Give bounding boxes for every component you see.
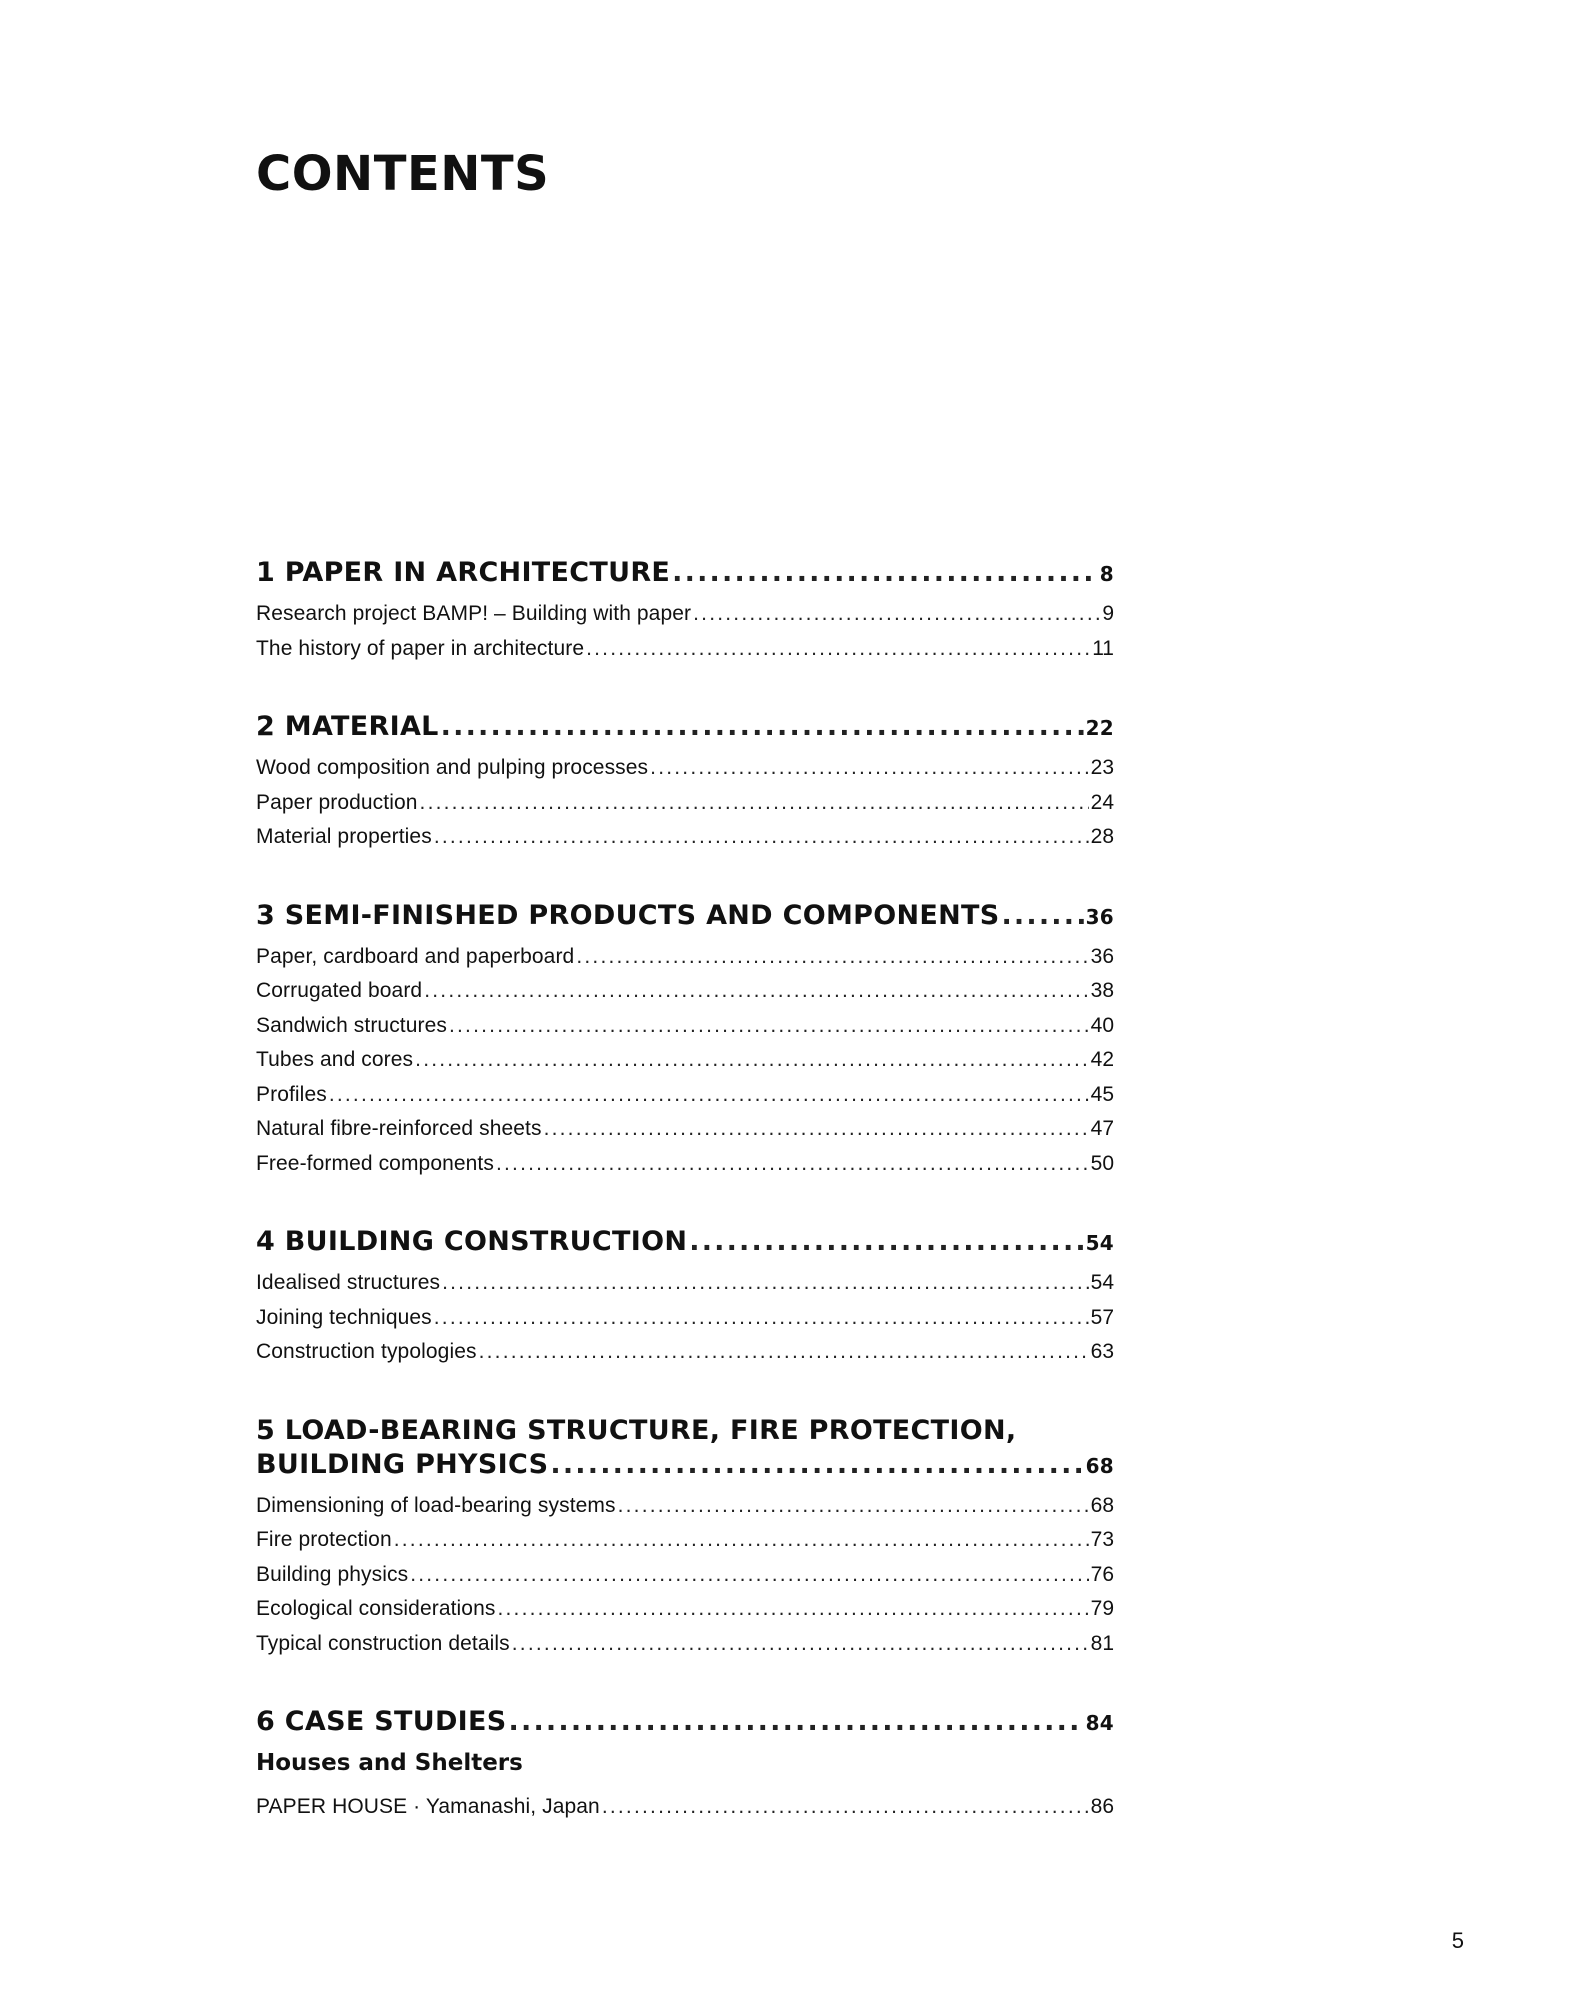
entry-page-number: 50: [1090, 1151, 1114, 1175]
toc-entry[interactable]: [256, 1335, 1114, 1370]
chapter-page-number: 68: [1085, 1453, 1114, 1478]
toc-entry[interactable]: [256, 1489, 1114, 1524]
entry-title: Paper, cardboard and paperboard: [256, 944, 575, 968]
dot-leader: [442, 1266, 1089, 1301]
dot-leader: [672, 556, 1098, 590]
chapter-heading[interactable]: [256, 1705, 1114, 1740]
entry-title: Research project BAMP! – Building with paper: [256, 602, 692, 625]
entry-page-number: 42: [1090, 1048, 1114, 1071]
entry-page-number: 76: [1090, 1562, 1114, 1586]
chapter-title: 6 CASE STUDIES: [256, 1706, 507, 1737]
chapter-title: 1 PAPER IN ARCHITECTURE: [256, 557, 671, 588]
dot-leader: [449, 1009, 1089, 1044]
toc-entry[interactable]: [256, 1043, 1114, 1078]
toc-entry[interactable]: [256, 820, 1114, 855]
dot-leader: [550, 1448, 1083, 1482]
dot-leader: [329, 1078, 1089, 1113]
entry-title: Corrugated board: [256, 979, 423, 1002]
dot-leader: [509, 1705, 1084, 1739]
entry-page-number: 23: [1090, 756, 1114, 779]
entry-title: Construction typologies: [256, 1340, 477, 1363]
dot-leader: [618, 1489, 1089, 1524]
dot-leader: [434, 1301, 1089, 1336]
toc-entry[interactable]: [256, 632, 1114, 667]
dot-leader: [512, 1627, 1089, 1662]
entry-page-number: 11: [1092, 636, 1114, 660]
dot-leader: [586, 632, 1090, 667]
entry-page-number: 36: [1090, 944, 1114, 968]
entry-page-number: 68: [1090, 1493, 1114, 1517]
entry-title: Dimensioning of load-bearing systems: [256, 1493, 616, 1517]
entry-page-number: 73: [1090, 1528, 1114, 1551]
toc-chapter-1: [256, 556, 1114, 666]
toc-entry[interactable]: [256, 1266, 1114, 1301]
toc-entry[interactable]: [256, 1790, 1114, 1825]
entry-page-number: 86: [1090, 1795, 1114, 1818]
toc-entry[interactable]: [256, 786, 1114, 821]
dot-leader: [410, 1558, 1088, 1593]
entry-page-number: 81: [1090, 1631, 1114, 1655]
toc-chapter-5: [256, 1414, 1114, 1662]
entry-page-number: 9: [1102, 602, 1114, 625]
dot-leader: [576, 940, 1088, 975]
chapter-title-line-1[interactable]: 5 LOAD-BEARING STRUCTURE, FIRE PROTECTION,: [256, 1414, 1017, 1446]
entry-title: Ecological considerations: [256, 1597, 496, 1620]
chapter-page-number: 22: [1085, 716, 1114, 740]
toc-entry[interactable]: [256, 1627, 1114, 1662]
toc-entry[interactable]: [256, 1147, 1114, 1182]
entry-page-number: 63: [1090, 1340, 1114, 1363]
toc-chapter-4: [256, 1225, 1114, 1370]
chapter-title: 4 BUILDING CONSTRUCTION: [256, 1226, 688, 1257]
dot-leader: [415, 1043, 1088, 1078]
dot-leader: [602, 1790, 1089, 1825]
toc-chapter-2: [256, 710, 1114, 855]
subsection-heading: Houses and Shelters: [256, 1750, 523, 1776]
dot-leader: [424, 974, 1088, 1009]
toc-entry[interactable]: [256, 751, 1114, 786]
toc-entry[interactable]: [256, 1078, 1114, 1113]
entry-title: Joining techniques: [256, 1305, 432, 1329]
toc-entry[interactable]: [256, 974, 1114, 1009]
entry-title: PAPER HOUSE · Yamanashi, Japan: [256, 1795, 600, 1818]
entry-title: Natural fibre-reinforced sheets: [256, 1117, 542, 1140]
dot-leader: [496, 1147, 1089, 1182]
entry-title: Fire protection: [256, 1528, 392, 1551]
toc-entry[interactable]: [256, 597, 1114, 632]
page-number: 5: [1451, 1928, 1464, 1953]
toc-entry[interactable]: [256, 1009, 1114, 1044]
entry-page-number: 54: [1090, 1271, 1114, 1294]
entry-title: Material properties: [256, 825, 432, 848]
toc-entry[interactable]: [256, 1558, 1114, 1593]
toc-entry[interactable]: [256, 940, 1114, 975]
chapter-heading[interactable]: [256, 1448, 1114, 1483]
entry-title: Sandwich structures: [256, 1013, 447, 1037]
page-title: CONTENTS: [256, 146, 550, 202]
dot-leader: [394, 1523, 1089, 1558]
toc-entry[interactable]: [256, 1523, 1114, 1558]
entry-title: Paper production: [256, 790, 418, 814]
entry-title: The history of paper in architecture: [256, 636, 585, 660]
entry-title: Building physics: [256, 1562, 409, 1586]
chapter-title: 3 SEMI-FINISHED PRODUCTS AND COMPONENTS: [256, 899, 1000, 931]
entry-page-number: 38: [1090, 979, 1114, 1002]
chapter-title-line-2: BUILDING PHYSICS: [256, 1448, 549, 1480]
entry-page-number: 79: [1090, 1597, 1114, 1620]
entry-title: Idealised structures: [256, 1271, 441, 1294]
dot-leader: [420, 786, 1089, 821]
table-of-contents: [256, 556, 1114, 1825]
toc-entry[interactable]: [256, 1301, 1114, 1336]
chapter-heading[interactable]: [256, 710, 1114, 745]
dot-leader: [689, 1225, 1083, 1259]
dot-leader: [497, 1592, 1088, 1627]
chapter-page-number: 54: [1085, 1231, 1114, 1255]
dot-leader: [544, 1112, 1089, 1147]
entry-title: Profiles: [256, 1082, 327, 1106]
entry-title: Wood composition and pulping processes: [256, 756, 649, 779]
entry-page-number: 40: [1090, 1013, 1114, 1037]
toc-entry[interactable]: [256, 1112, 1114, 1147]
entry-title: Tubes and cores: [256, 1048, 414, 1071]
toc-entry[interactable]: [256, 1592, 1114, 1627]
toc-chapter-6: [256, 1705, 1114, 1825]
dot-leader: [1001, 899, 1083, 933]
chapter-heading[interactable]: [256, 899, 1114, 934]
chapter-heading[interactable]: [256, 1225, 1114, 1260]
chapter-page-number: 36: [1085, 904, 1114, 929]
entry-page-number: 57: [1090, 1305, 1114, 1329]
entry-page-number: 24: [1090, 790, 1114, 814]
chapter-heading[interactable]: [256, 556, 1114, 591]
chapter-page-number: 8: [1099, 562, 1114, 586]
dot-leader: [434, 820, 1089, 855]
entry-page-number: 28: [1090, 825, 1114, 848]
chapter-page-number: 84: [1085, 1711, 1114, 1735]
dot-leader: [441, 710, 1084, 744]
dot-leader: [479, 1335, 1089, 1370]
dot-leader: [693, 597, 1100, 632]
entry-page-number: 47: [1090, 1117, 1114, 1140]
entry-page-number: 45: [1090, 1082, 1114, 1106]
toc-chapter-3: [256, 899, 1114, 1182]
chapter-title: 2 MATERIAL: [256, 711, 439, 742]
entry-title: Typical construction details: [256, 1631, 510, 1655]
dot-leader: [650, 751, 1088, 786]
entry-title: Free-formed components: [256, 1151, 494, 1175]
